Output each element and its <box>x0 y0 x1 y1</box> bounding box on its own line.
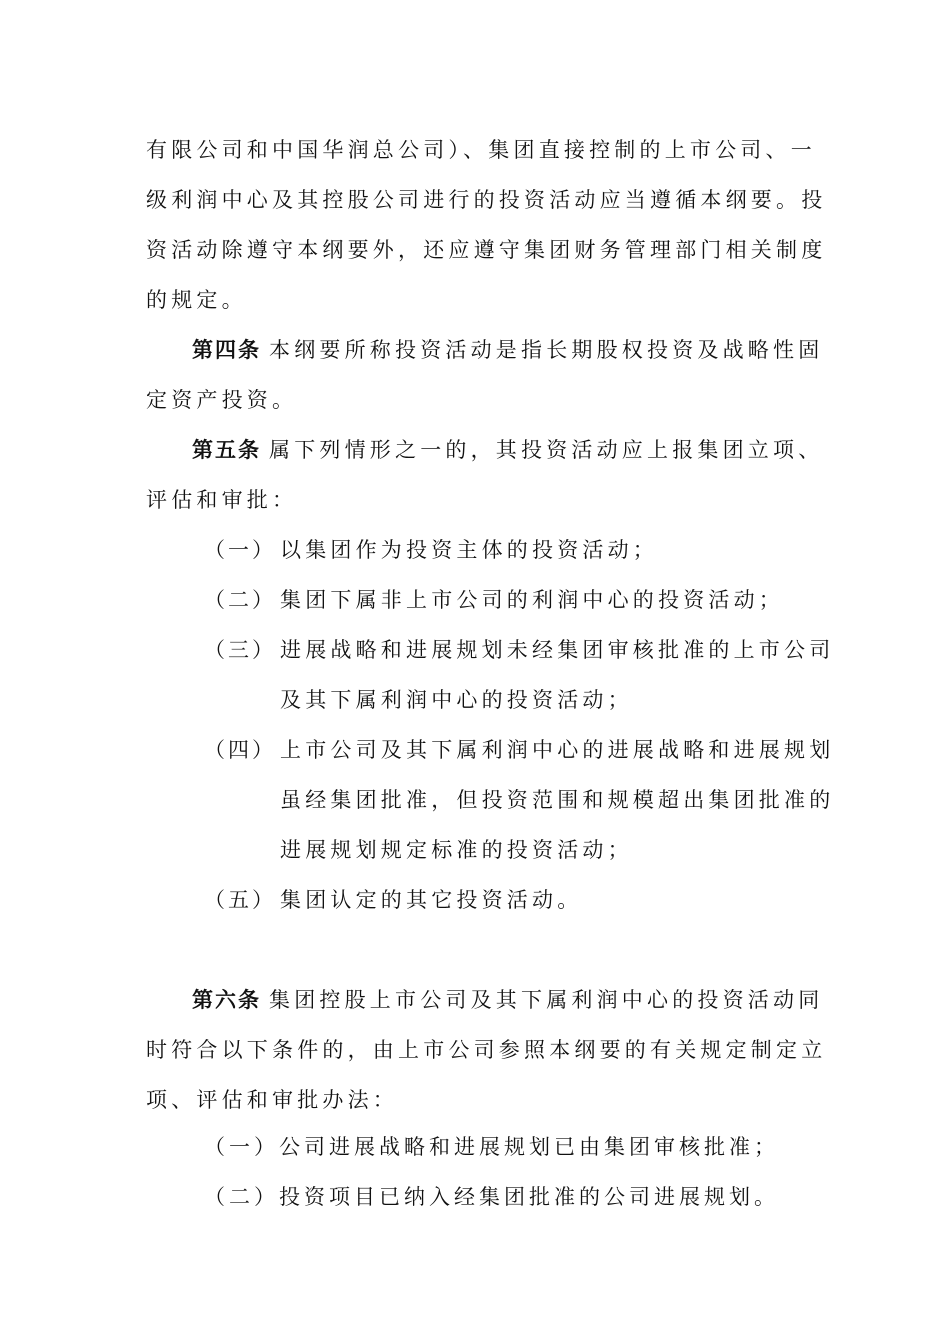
article-6-text: 集团控股上市公司及其下属利润中心的投资活动同 <box>269 988 824 1012</box>
article-4-heading: 第四条 <box>192 337 261 362</box>
article-5-line-1 <box>192 425 852 475</box>
article-5-line-2: 评估和审批： <box>146 488 298 512</box>
list-item-number: （四） <box>204 738 276 762</box>
paragraph-line: 级利润中心及其控股公司进行的投资活动应当遵循本纲要。投 <box>146 188 827 212</box>
paragraph-line: 有限公司和中国华润总公司）、集团直接控制的上市公司、一 <box>146 138 816 162</box>
list-item-text: 上市公司及其下属利润中心的进展战略和进展规划 <box>280 738 835 762</box>
paragraph-line: 资活动除遵守本纲要外，还应遵守集团财务管理部门相关制度 <box>146 238 827 262</box>
article-5-heading: 第五条 <box>192 437 261 462</box>
list-item-number: （五） <box>204 888 276 912</box>
list-item: （二）投资项目已纳入经集团批准的公司进展规划。 <box>204 1185 779 1209</box>
article-4-line-1 <box>192 325 852 375</box>
list-item: （一）公司进展战略和进展规划已由集团审核批准； <box>204 1135 779 1159</box>
article-6-line-3: 项、评估和审批办法： <box>146 1088 398 1112</box>
article-5-text: 属下列情形之一的，其投资活动应上报集团立项、 <box>269 438 824 462</box>
list-item-text: 进展战略和进展规划未经集团审核批准的上市公司 <box>280 638 835 662</box>
list-item-number: （三） <box>204 638 276 662</box>
article-6-line-1 <box>192 975 852 1025</box>
list-item-text: 以集团作为投资主体的投资活动； <box>280 538 658 562</box>
article-6-line-2: 时符合以下条件的，由上市公司参照本纲要的有关规定制定立 <box>146 1038 827 1062</box>
list-item-text: 进展规划规定标准的投资活动； <box>280 838 633 862</box>
article-6-heading: 第六条 <box>192 987 261 1012</box>
paragraph-line: 的规定。 <box>146 288 247 312</box>
list-item-number: （一） <box>204 538 276 562</box>
list-item-text: 集团下属非上市公司的利润中心的投资活动； <box>280 588 784 612</box>
list-item-number: （二） <box>204 588 276 612</box>
list-item-text: 及其下属利润中心的投资活动； <box>280 688 633 712</box>
list-item-text: 虽经集团批准，但投资范围和规模超出集团批准的 <box>280 788 835 812</box>
list-item-text: 集团认定的其它投资活动。 <box>280 888 583 912</box>
article-4-text: 本纲要所称投资活动是指长期股权投资及战略性固 <box>269 338 824 362</box>
article-4-line-2: 定资产投资。 <box>146 388 298 412</box>
